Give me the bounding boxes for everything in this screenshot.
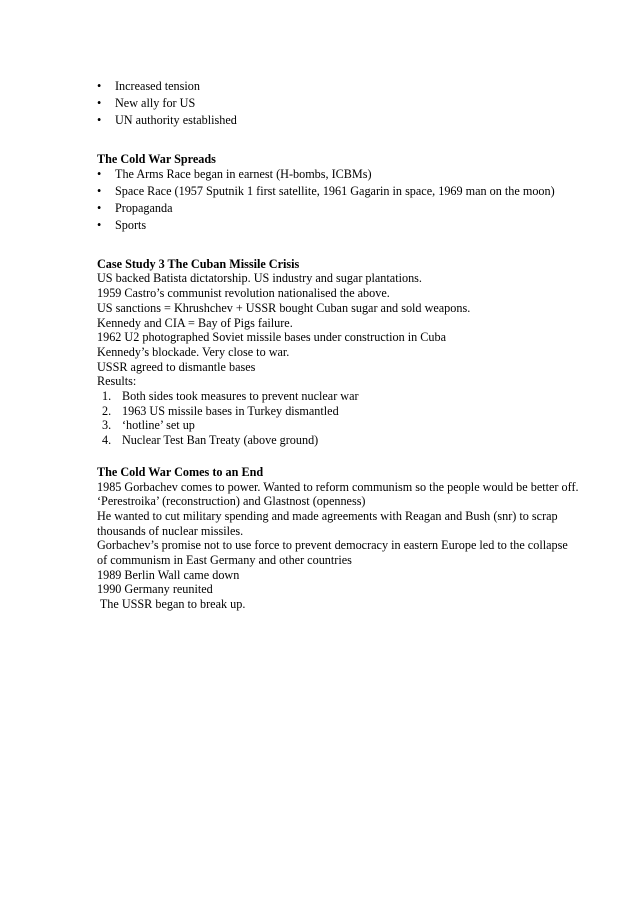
list-number: 3. <box>102 418 112 433</box>
text-line: 1989 Berlin Wall came down <box>97 567 240 582</box>
list-item: • New ally for US <box>97 96 196 110</box>
list-item: • UN authority established <box>97 113 237 127</box>
text-line: US backed Batista dictatorship. US industry and sugar plantations. <box>97 271 422 286</box>
text-line: 1990 Germany reunited <box>97 582 213 597</box>
spacer <box>97 235 617 257</box>
list-item: 1. Both sides took measures to prevent nuclear war <box>102 389 359 404</box>
text-line: Gorbachev’s promise not to use force to prevent democracy in eastern Europe led to the collapse <box>97 538 568 553</box>
list-item: • The Arms Race began in earnest (H-bombs, ICBMs) <box>97 166 372 181</box>
bullet-icon: • <box>97 96 102 110</box>
text-line: 1959 Castro’s communist revolution nationalised the above. <box>97 286 390 301</box>
bullet-icon: • <box>97 79 102 93</box>
list-item: • Sports <box>97 217 147 232</box>
bullet-icon: • <box>97 217 102 232</box>
list-item: • Space Race (1957 Sputnik 1 first satellite, 1961 Gagarin in space, 1969 man on the moon) <box>97 183 555 198</box>
list-number: 1. <box>102 389 112 404</box>
section-heading-cold-war-spreads: The Cold War Spreads <box>97 152 216 166</box>
spacer <box>97 130 617 152</box>
intro-bullet-list <box>97 79 617 128</box>
text-line: of communism in East Germany and other countries <box>97 553 352 568</box>
bullet-icon: • <box>97 183 102 198</box>
section-heading-cuban-missile-crisis: Case Study 3 The Cuban Missile Crisis <box>97 256 300 271</box>
text-line: 1962 U2 photographed Soviet missile bases under construction in Cuba <box>97 330 446 345</box>
text-line: USSR agreed to dismantle bases <box>97 359 256 374</box>
text-line: ‘Perestroika’ (reconstruction) and Glastnost (openness) <box>97 494 366 509</box>
bullet-icon: • <box>97 166 102 181</box>
text-line: Kennedy and CIA = Bay of Pigs failure. <box>97 315 293 330</box>
bullet-icon: • <box>97 113 102 127</box>
list-item: 2. 1963 US missile bases in Turkey dismantled <box>102 403 339 418</box>
text-line: 1985 Gorbachev comes to power. Wanted to reform communism so the people would be better off. <box>97 479 579 494</box>
list-item: • Increased tension <box>97 79 200 93</box>
list-item: 4. Nuclear Test Ban Treaty (above ground) <box>102 433 319 448</box>
section-heading-cold-war-end: The Cold War Comes to an End <box>97 464 264 479</box>
text-line: thousands of nuclear missiles. <box>97 523 244 538</box>
list-number: 4. <box>102 433 112 448</box>
document-page <box>97 79 617 612</box>
list-item: • Propaganda <box>97 200 173 215</box>
spacer <box>97 448 617 465</box>
cold-war-spreads-bullet-list <box>97 167 617 233</box>
text-line: US sanctions = Khrushchev + USSR bought Cuban sugar and sold weapons. <box>97 300 471 315</box>
text-line: He wanted to cut military spending and made agreements with Reagan and Bush (snr) to scrap <box>97 508 558 523</box>
results-label: Results: <box>97 374 137 389</box>
bullet-icon: • <box>97 200 102 215</box>
text-line: The USSR began to break up. <box>97 597 246 612</box>
list-number: 2. <box>102 403 112 418</box>
list-item: 3. ‘hotline’ set up <box>102 418 195 433</box>
text-line: Kennedy’s blockade. Very close to war. <box>97 344 290 359</box>
results-numbered-list <box>97 389 617 448</box>
